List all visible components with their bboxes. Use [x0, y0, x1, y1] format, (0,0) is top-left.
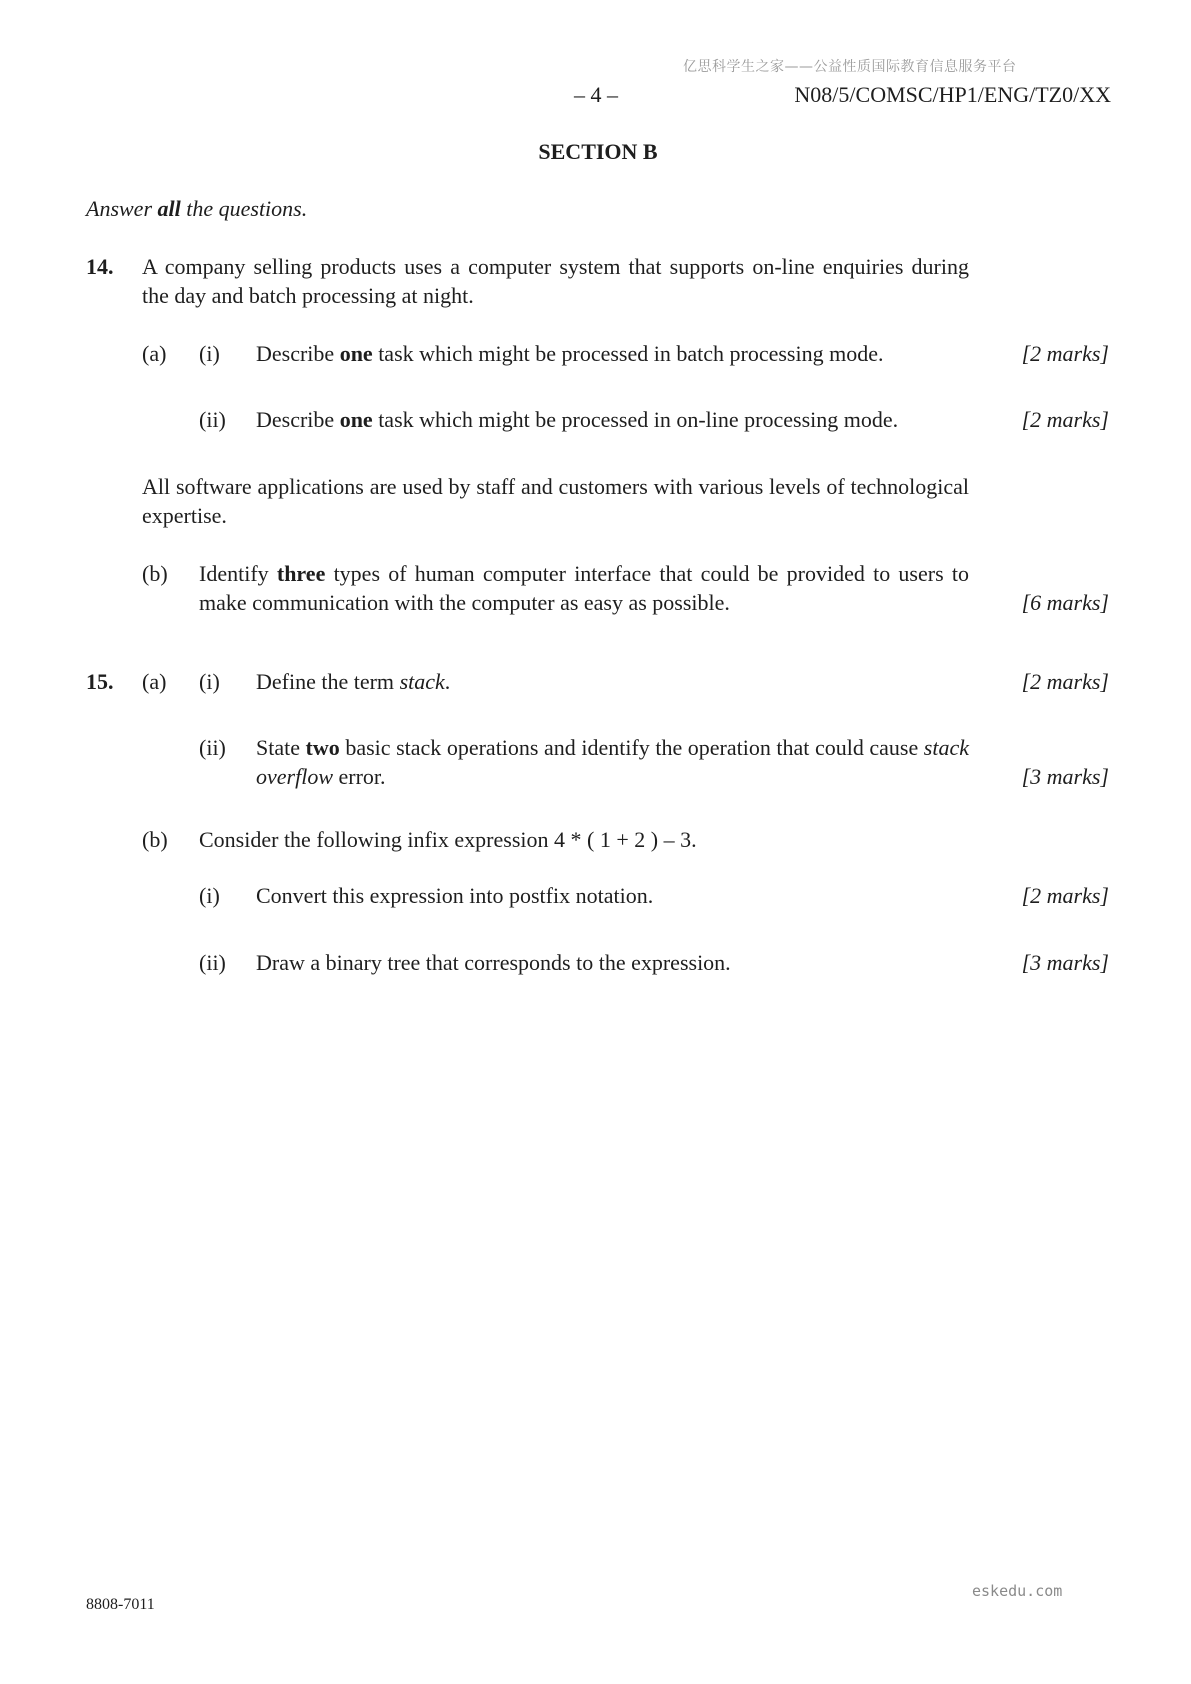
question-14b-marks: [6 marks]	[1021, 590, 1109, 615]
q15aii-bold: two	[305, 735, 340, 760]
page-number: – 4 –	[574, 82, 618, 107]
question-14a-i-label: (i)	[199, 341, 220, 366]
q15aii-pre: State	[256, 735, 306, 760]
question-15b-text: Consider the following infix expression 4 * ( 1 + 2 ) – 3.	[199, 827, 697, 852]
question-14b-label: (b)	[142, 561, 168, 586]
q14aii-bold: one	[339, 407, 373, 432]
question-15b-ii-marks: [3 marks]	[1021, 950, 1109, 975]
question-15a-i-marks: [2 marks]	[1021, 669, 1109, 694]
q15ai-italic: stack	[399, 669, 445, 694]
section-title: SECTION B	[538, 139, 658, 164]
watermark-bottom-text: eskedu.com	[972, 1582, 1063, 1600]
question-15a-ii-text	[256, 733, 969, 791]
q14ai-pre: Describe	[256, 341, 340, 366]
footer-code: 8808-7011	[86, 1596, 155, 1613]
q14ai-post: task which might be processed in batch processing mode.	[372, 341, 884, 366]
question-15-number: 15.	[86, 669, 114, 694]
question-15b-ii-label: (ii)	[199, 950, 226, 975]
q15ai-post: .	[444, 669, 451, 694]
question-14a-ii-label: (ii)	[199, 407, 226, 432]
q14b-post: types of human computer interface that could be provided to users to make communication with the computer as easy as possible.	[199, 561, 969, 615]
instruction-text-pre: Answer	[86, 196, 158, 221]
question-14b-text	[199, 559, 969, 617]
question-15b-i-marks: [2 marks]	[1021, 883, 1109, 908]
question-15a-ii-marks: [3 marks]	[1021, 764, 1109, 789]
question-15b-label: (b)	[142, 827, 168, 852]
question-15a-i-label: (i)	[199, 669, 220, 694]
question-15b-i-label: (i)	[199, 883, 220, 908]
question-15a-ii-label: (ii)	[199, 735, 226, 760]
q14b-bold: three	[276, 561, 326, 586]
question-14a-i-marks: [2 marks]	[1021, 341, 1109, 366]
q14aii-post: task which might be processed in on-line processing mode.	[372, 407, 899, 432]
q15aii-post: error.	[333, 764, 386, 789]
question-14a-i-text	[256, 339, 883, 368]
question-14-stem: A company selling products uses a computer system that supports on-line enquiries during the day and batch processing at night.	[142, 254, 969, 308]
q14aii-pre: Describe	[256, 407, 340, 432]
paper-code: N08/5/COMSC/HP1/ENG/TZ0/XX	[794, 82, 1111, 107]
question-15a-label: (a)	[142, 669, 167, 694]
question-15b-i-text: Convert this expression into postfix notation.	[256, 883, 654, 908]
q14ai-bold: one	[339, 341, 373, 366]
watermark-top-text: 亿思科学生之家——公益性质国际教育信息服务平台	[683, 59, 1017, 75]
question-14a-ii-marks: [2 marks]	[1021, 407, 1109, 432]
instruction-emphasis: all	[157, 196, 181, 221]
instruction-text-post: the questions.	[180, 196, 308, 221]
q15ai-pre: Define the term	[256, 669, 400, 694]
q14b-pre: Identify	[199, 561, 277, 586]
q15aii-italic: stack overflow	[256, 735, 969, 789]
question-14a-ii-text	[256, 405, 898, 434]
question-15b-ii-text: Draw a binary tree that corresponds to the expression.	[256, 950, 731, 975]
question-14a-label: (a)	[142, 341, 167, 366]
instruction	[86, 194, 307, 223]
question-14-number: 14.	[86, 254, 114, 279]
question-15a-i-text	[256, 667, 450, 696]
question-14-context: All software applications are used by staff and customers with various levels of technological expertise.	[142, 474, 969, 528]
q15aii-mid: basic stack operations and identify the operation that could cause	[339, 735, 924, 760]
